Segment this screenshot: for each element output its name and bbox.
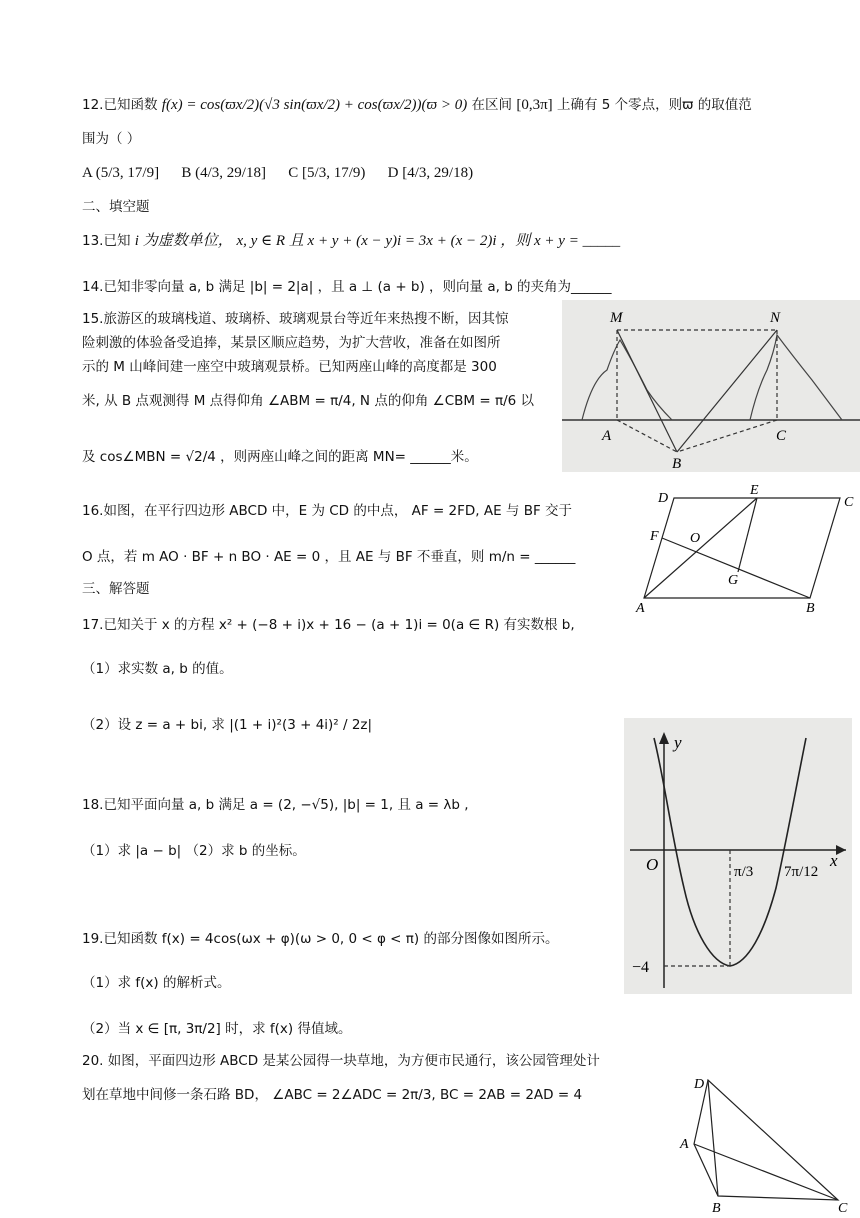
label-y: y (674, 733, 682, 752)
q12-prefix: 12.已知函数 (82, 97, 158, 113)
q20-line1: 20. 如图，平面四边形 ABCD 是某公园得一块草地，为方便市民通行，该公园管理处计 (82, 1053, 600, 1069)
q15-line5: 及 cos∠MBN = √2/4 ，则两座山峰之间的距离 MN= ______米。 (82, 449, 478, 465)
label-n: N (770, 310, 781, 326)
label-b: B (806, 601, 815, 616)
q13-prefix: 13.已知 (82, 233, 131, 249)
label-c: C (844, 495, 854, 510)
q12-option-b: B (4/3, 29/18] (181, 165, 266, 181)
q15-line4: 米, 从 B 点观测得 M 点得仰角 ∠ABM = π/4, N 点的仰角 ∠CBM = π/6 以 (82, 393, 535, 409)
label-o: O (690, 531, 701, 546)
q17-part1: （1）求实数 a, b 的值。 (82, 661, 233, 677)
label-min: −4 (632, 959, 650, 976)
tick-pi-3: π/3 (734, 864, 754, 880)
label-x: x (830, 851, 838, 870)
label-d: D (694, 1077, 705, 1092)
label-c: C (776, 428, 787, 444)
q17-line1: 17.已知关于 x 的方程 x² + (−8 + i)x + 16 − (a + 1)i = 0(a ∈ R) 有实数根 b, (82, 617, 575, 633)
section-solutions: 三、解答题 (82, 581, 150, 597)
q19-part2: （2）当 x ∈ [π, 3π/2] 时，求 f(x) 得值域。 (82, 1021, 352, 1037)
section-fill-in: 二、填空题 (82, 199, 150, 215)
q12-line2: 围为（ ） (82, 131, 141, 147)
q19-line1: 19.已知函数 f(x) = 4cos(ωx + φ)(ω > 0, 0 < φ < π) 的部分图像如图所示。 (82, 931, 559, 947)
q19-part1: （1）求 f(x) 的解析式。 (82, 975, 231, 991)
label-origin: O (646, 855, 659, 874)
q12-interval: [0,3π] (516, 97, 553, 113)
q12-line1 (82, 96, 752, 114)
tick-7pi-12: 7π/12 (784, 864, 819, 880)
q12-options (82, 164, 473, 182)
q12-option-d: D [4/3, 29/18) (387, 165, 474, 181)
parallelogram-figure (634, 480, 860, 616)
label-a: A (680, 1137, 689, 1152)
quadrilateral-figure (660, 1074, 856, 1214)
label-d: D (658, 491, 669, 506)
q16-line2: O 点，若 m AO · BF + n BO · AE = 0 ，且 AE 与 BF 不垂直，则 m/n = ______ (82, 549, 576, 565)
label-f: F (650, 529, 659, 544)
label-a: A (636, 601, 645, 616)
label-a: A (602, 428, 612, 444)
q12-option-c: C [5/3, 17/9) (288, 165, 366, 181)
label-e: E (750, 483, 759, 498)
q15-line1: 15.旅游区的玻璃栈道、玻璃桥、玻璃观景台等近年来热搜不断，因其惊 (82, 311, 509, 327)
q15-line2: 险刺激的体验备受追捧，某景区顺应趋势，为扩大营收，准备在如图所 (82, 335, 501, 351)
label-m: M (610, 310, 623, 326)
q18-line1: 18.已知平面向量 a, b 满足 a = (2, −√5), |b| = 1, 且 a = λb , (82, 797, 469, 813)
q18-part1: （1）求 |a − b| （2）求 b 的坐标。 (82, 843, 306, 859)
q13-text: i 为虚数单位， x, y ∈ R 且 x + y + (x − y)i = 3x + (x − 2)i ，则 x + y = _____ (134, 233, 621, 249)
q20-line2: 划在草地中间修一条石路 BD， ∠ABC = 2∠ADC = 2π/3, BC = 2AB = 2AD = 4 (82, 1087, 583, 1103)
q15-line3: 示的 M 山峰间建一座空中玻璃观景桥。已知两座山峰的高度都是 300 (82, 359, 497, 375)
label-b: B (672, 456, 682, 472)
q17-part2: （2）设 z = a + bi, 求 |(1 + i)²(3 + 4i)² / 2z| (82, 717, 373, 733)
label-g: G (728, 573, 739, 588)
q12-suffix: 上确有 5 个零点，则ϖ 的取值范 (556, 97, 752, 113)
q16-line1: 16.如图，在平行四边形 ABCD 中，E 为 CD 的中点， AF = 2FD, AE 与 BF 交于 (82, 503, 573, 519)
label-b: B (712, 1201, 721, 1214)
q12-option-a: A (5/3, 17/9] (82, 165, 160, 181)
mountain-bridge-figure (562, 300, 860, 472)
q12-formula: f(x) = cos(ϖx/2)(√3 sin(ϖx/2) + cos(ϖx/2))(ϖ > 0) (161, 97, 468, 113)
q12-middle: 在区间 (471, 97, 513, 113)
cosine-graph-figure (624, 718, 852, 994)
q14-line: 14.已知非零向量 a, b 满足 |b| = 2|a| ，且 a ⊥ (a + b) ，则向量 a, b 的夹角为______ (82, 279, 612, 295)
q13-line (82, 232, 620, 250)
label-c: C (838, 1201, 848, 1214)
